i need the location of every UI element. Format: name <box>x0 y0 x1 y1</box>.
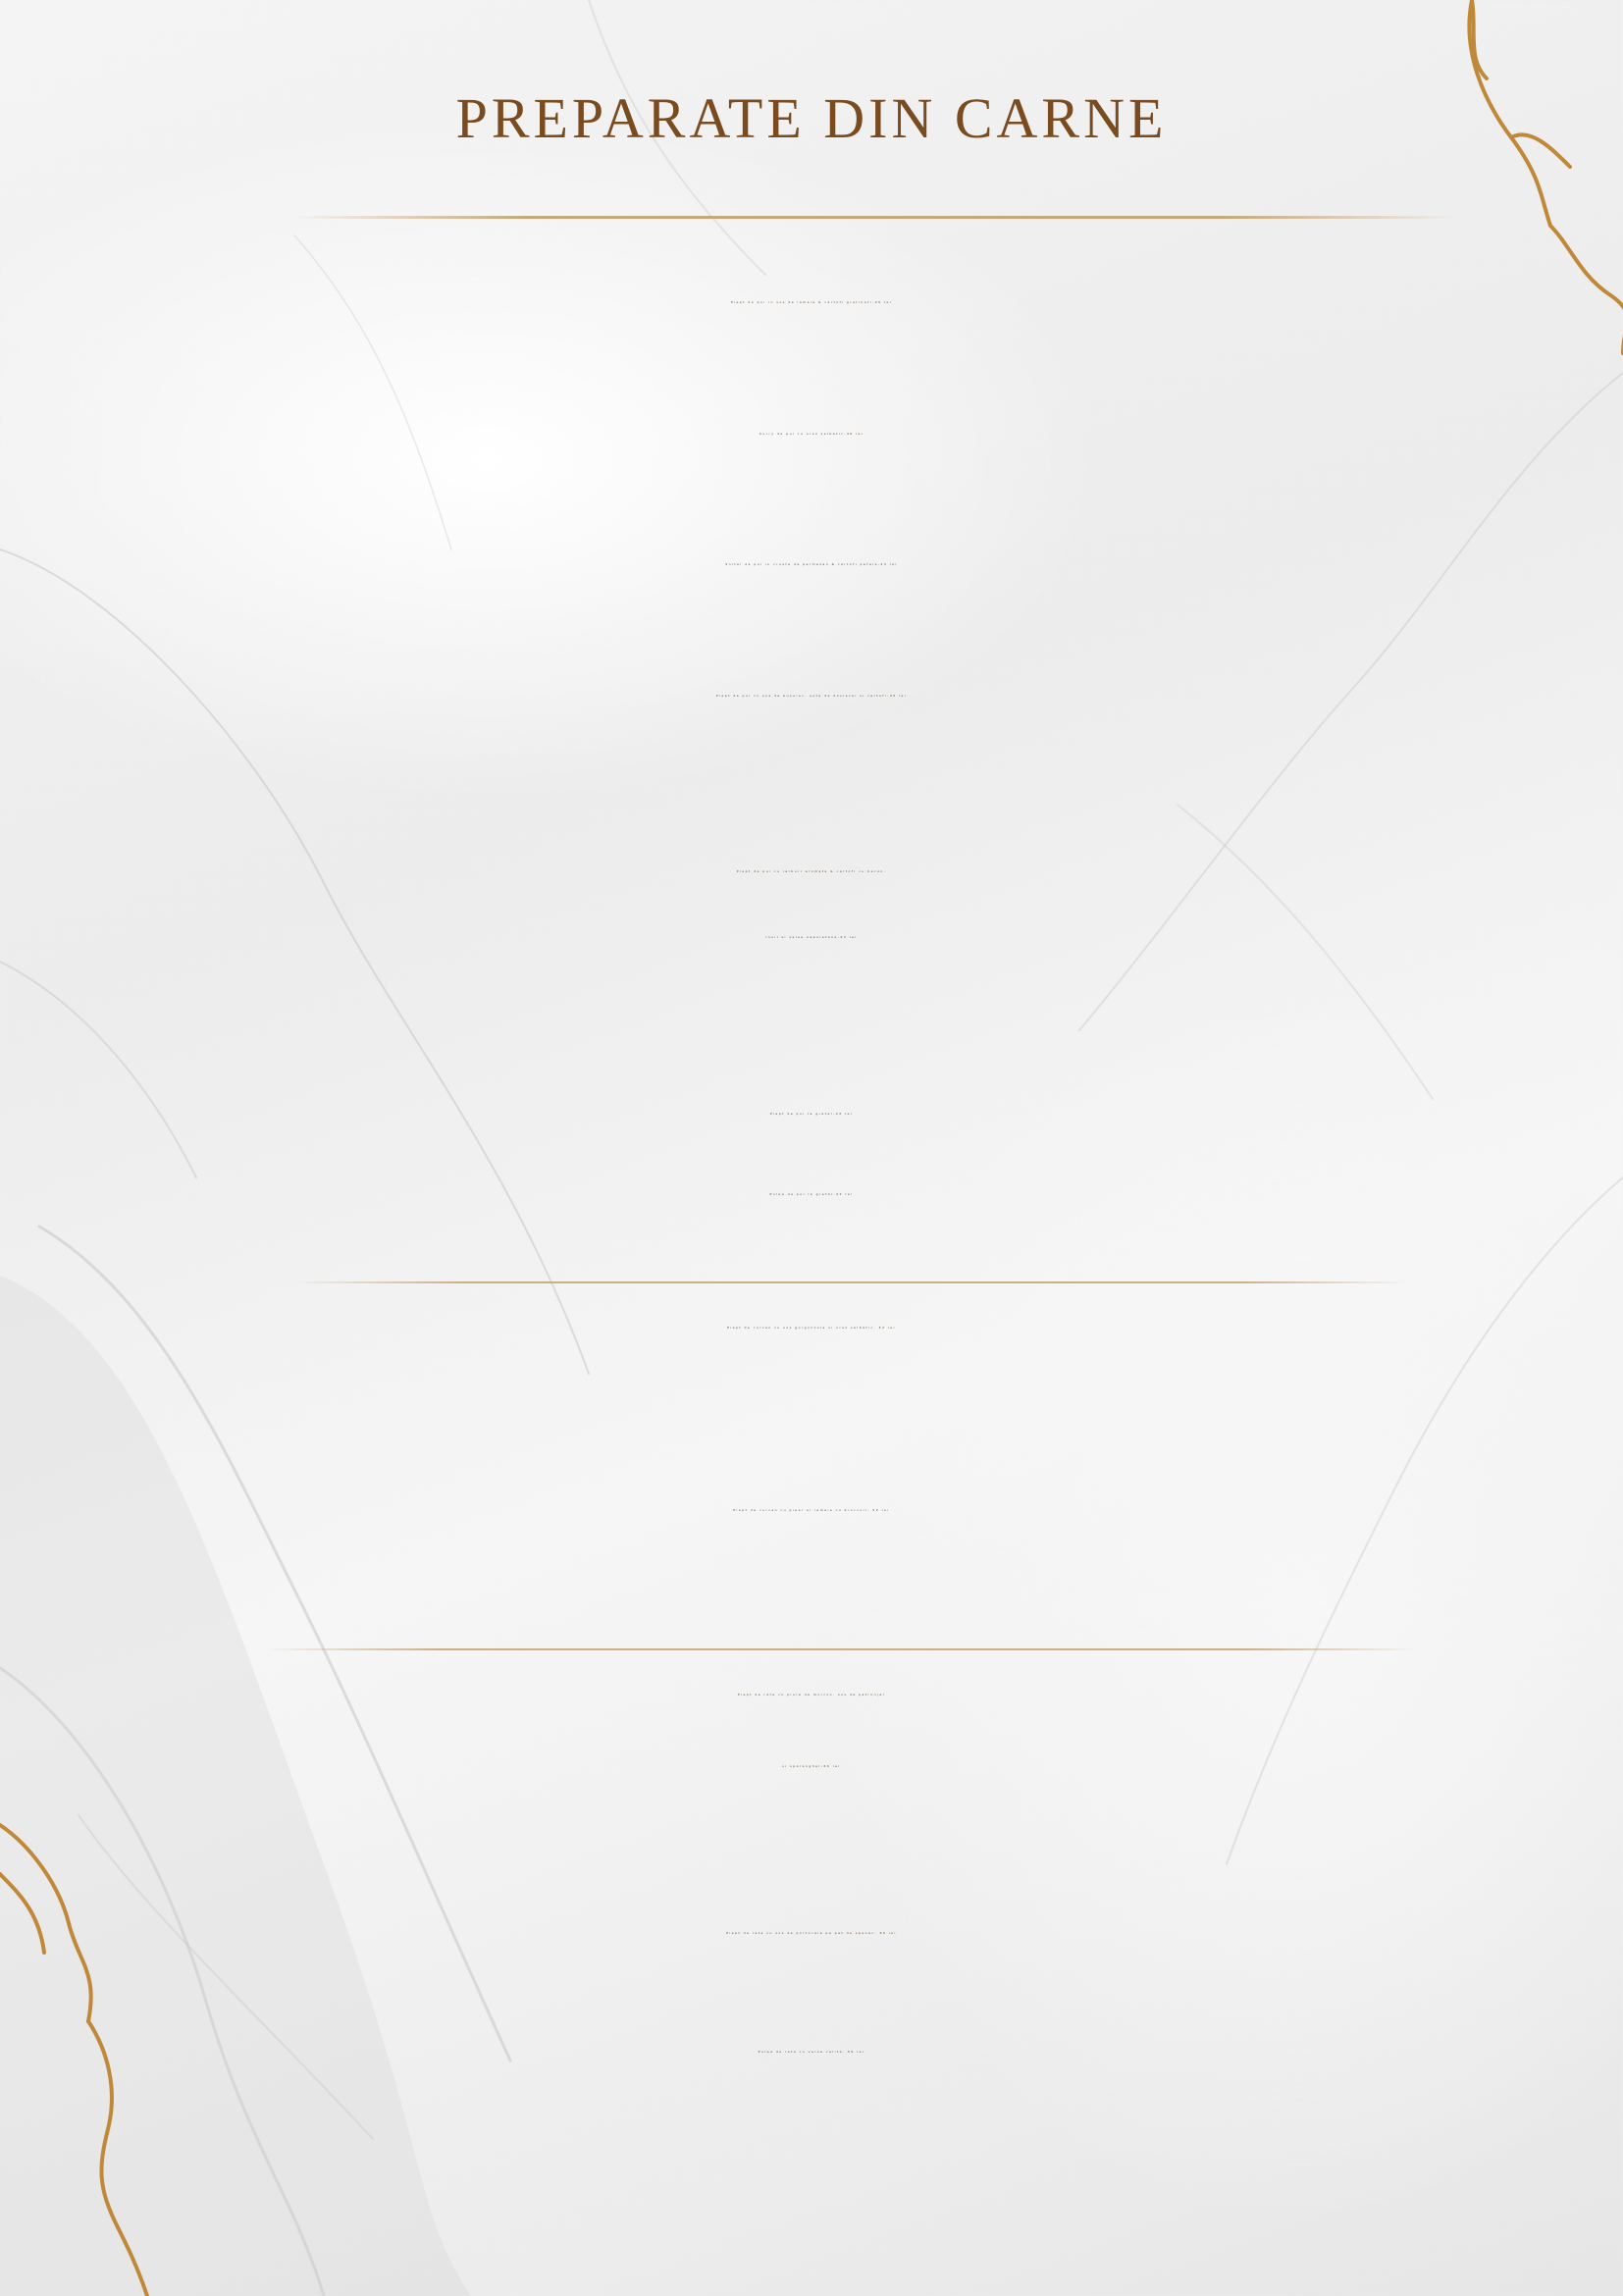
menu-item-name: Pulpa de rata cu varza calita- 59 lei <box>758 2050 865 2054</box>
menu-item-name: Snitel de pui in crusta de parmezan & cartofi petala-43 lei <box>725 562 898 566</box>
menu-item-name: Piept de pui cu sos de busuioc, sote de dovlecei si cartofi-45 lei <box>715 694 908 698</box>
menu-item-name: Piept de pui la gratar-22 lei <box>769 1112 854 1116</box>
menu-item-name: Piept de pui cu ierburi aromate & cartofi cu bacon, <box>736 869 887 873</box>
menu-item-name: rosii si salsa napoletana-43 lei <box>765 935 858 939</box>
section-divider <box>265 1648 1419 1650</box>
menu-item-name: si sparanghel-69 lei <box>782 1764 841 1768</box>
title-divider <box>292 216 1456 219</box>
menu-item-name: Piept de curcan cu piper si lamaie cu broccoli- 52 lei <box>733 1508 890 1512</box>
menu-item-name: Piept de pui in sos de lamaie & cartofi gratinati-45 lei <box>730 300 893 304</box>
menu-item-name: Pulpa de pui la gratar-22 lei <box>769 1192 854 1196</box>
menu-item-name: Curry de pui cu orez salbatic-46 lei <box>759 432 864 436</box>
menu-item-name: Piept de rata cu piure de morcov, sos de patrunjel <box>737 1693 886 1696</box>
page-title: PREPARATE DIN CARNE <box>455 86 1168 150</box>
menu-item-name: Piept de curcan cu sos gorgonzola si orez salbatic- 52 lei <box>727 1326 896 1330</box>
menu-item-name: Piept de rata cu sos de portocala pe pat de spanac- 69 lei <box>726 1931 897 1935</box>
section-divider <box>294 1281 1407 1283</box>
